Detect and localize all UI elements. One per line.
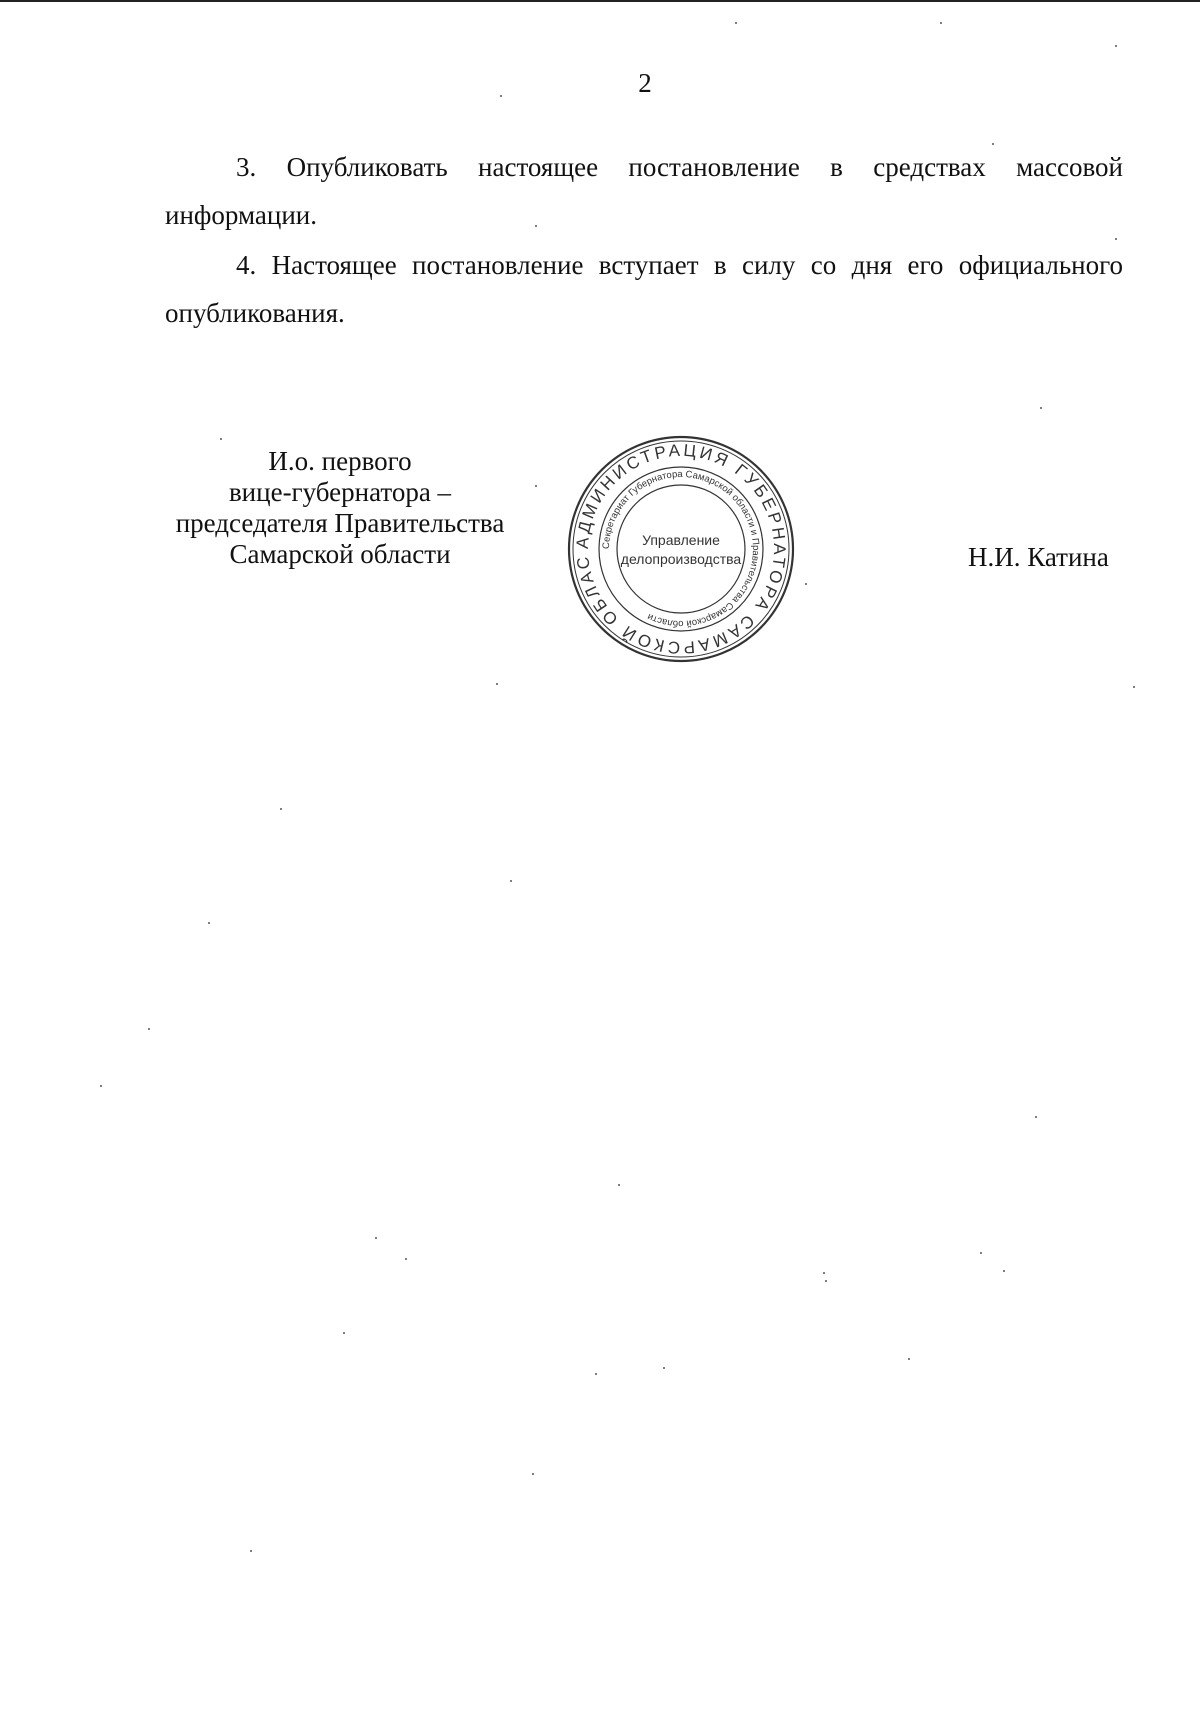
signer-position-line-1: И.о. первого	[268, 446, 412, 476]
paragraph-3-continuation: информации.	[165, 200, 317, 230]
scan-speck	[100, 1085, 102, 1087]
scan-speck	[532, 1473, 534, 1475]
scan-speck	[510, 880, 512, 882]
scan-speck	[535, 225, 537, 227]
official-stamp-seal	[561, 431, 801, 667]
scan-speck	[618, 1184, 620, 1186]
scan-speck	[1003, 1270, 1005, 1272]
scan-speck	[500, 95, 502, 97]
scan-speck	[1133, 686, 1135, 688]
scan-speck	[940, 22, 942, 24]
scan-speck	[148, 1028, 150, 1030]
scan-speck	[220, 438, 222, 440]
scan-speck	[805, 583, 807, 585]
scan-speck	[595, 1373, 597, 1375]
scan-speck	[343, 1332, 345, 1334]
paragraph-4-first-line: 4. Настоящее постановление вступает в силу со дня его официального	[236, 250, 1123, 280]
scan-speck	[250, 1550, 252, 1552]
signer-position	[150, 446, 530, 570]
paragraph-3-first-line: 3. Опубликовать настоящее постановление в средствах массовой	[236, 152, 1123, 182]
scan-speck	[980, 1252, 982, 1254]
scan-speck	[663, 1367, 665, 1369]
top-border-line	[0, 0, 1200, 2]
signer-position-line-4: Самарской области	[229, 539, 451, 569]
scan-speck	[825, 1280, 827, 1282]
paragraph-4	[165, 241, 1123, 337]
scan-speck	[375, 1237, 377, 1239]
stamp-inner-ring-text: Секретариат Губернатора Самарской области и Правительства Самарской области	[600, 468, 762, 630]
scan-speck	[1040, 407, 1042, 409]
scan-speck	[735, 22, 737, 24]
scan-speck	[1115, 45, 1117, 47]
stamp-center-line-1: Управление	[642, 532, 720, 548]
scan-speck	[496, 683, 498, 685]
page-number: 2	[638, 68, 652, 98]
signer-position-line-3: председателя Правительства	[175, 508, 505, 538]
paragraph-4-continuation: опубликования.	[165, 298, 345, 328]
signer-position-line-2: вице-губернатора –	[228, 477, 452, 507]
stamp-outer-text: АДМИНИСТРАЦИЯ ГУБЕРНАТОРА САМАРСКОЙ ОБЛАС	[572, 440, 790, 658]
scan-speck	[992, 143, 994, 145]
official-stamp	[561, 431, 801, 667]
scan-speck	[823, 1272, 825, 1274]
stamp-center-line-2: делопроизводства	[620, 551, 742, 567]
scan-speck	[1035, 1116, 1037, 1118]
scan-speck	[208, 922, 210, 924]
scan-speck	[908, 1358, 910, 1360]
scan-speck	[535, 485, 537, 487]
scan-speck	[280, 808, 282, 810]
paragraph-3	[165, 143, 1123, 239]
signer-name: Н.И. Катина	[968, 542, 1109, 572]
scan-speck	[405, 1258, 407, 1260]
scan-speck	[1115, 238, 1117, 240]
